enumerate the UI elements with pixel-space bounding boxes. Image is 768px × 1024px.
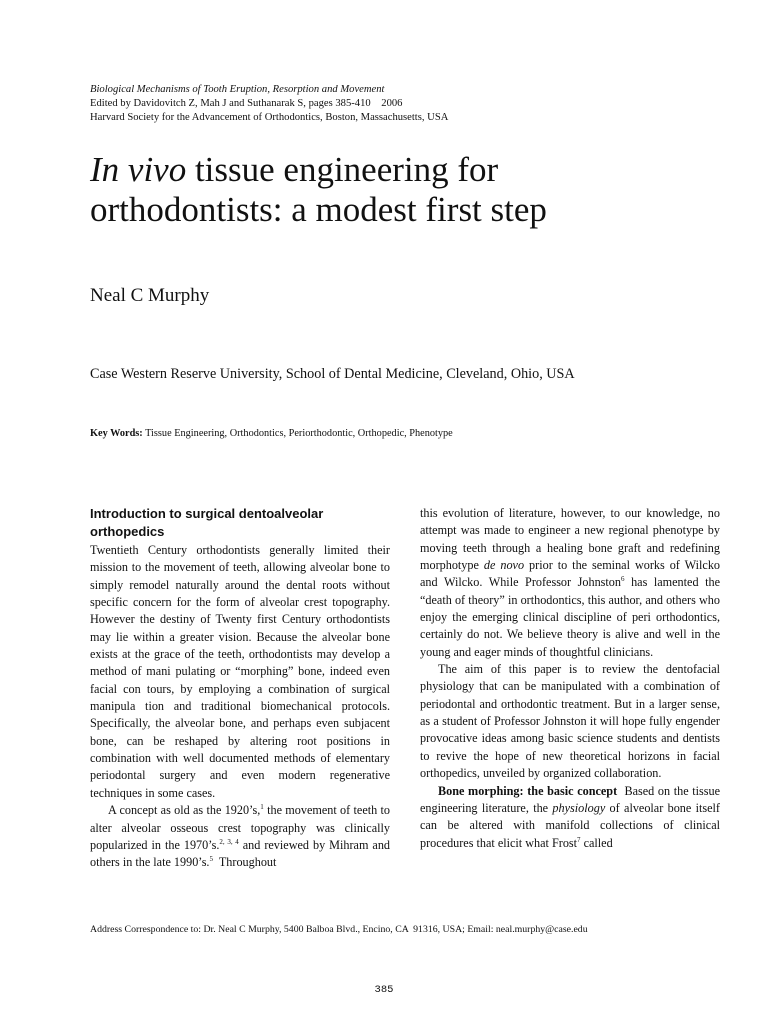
left-column — [90, 505, 390, 872]
title-line1: tissue engineering for — [186, 150, 499, 189]
author-name: Neal C Murphy — [90, 285, 210, 306]
section-heading: Introduction to surgical dentoalveolar orthopedics — [90, 506, 324, 539]
citation: 5 — [209, 855, 213, 864]
publisher-line: Harvard Society for the Advancement of Orthodontics, Boston, Massachusetts, USA — [90, 112, 449, 123]
citation: 6 — [621, 575, 625, 584]
subsection-heading: Bone morphing: the basic concept — [438, 783, 618, 798]
citation: 7 — [577, 835, 581, 844]
editors-line: Edited by Davidovitch Z, Mah J and Suthanarak S, pages 385-410 2006 — [90, 98, 403, 109]
right-column — [420, 505, 724, 852]
left-paragraph-1: Twentieth Century orthodontists generally limited their mission to the movement of teeth, allowing alveolar bone to simply remodel naturally around the dental roots without specific concern for the form of alveolar crest topography. However the destiny of Twenty first Century orthodontists may lie within a greater vision. Because the alveolar bone exists at the grace of the teeth, orthodontists may develop a method of mani pulating or “morphing” bone, indeed even facial con tours, by employing a combination of surgical manipula tion and traditional biomechanical protocols. Specifically, the alveolar bone, and perhaps even subjacent bone, can be reshaped by altering root positions in combination with well documented methods of elementary periodontal surgery and even modern regenerative techniques in some cases. — [90, 543, 390, 800]
paper-title — [90, 150, 690, 230]
keywords-text: Tissue Engineering, Orthodontics, Periorthodontic, Orthopedic, Phenotype — [142, 428, 453, 439]
right-paragraph-3: Bone morphing: the basic concept Based on the tissue engineering literature, the physiology of alveolar bone itself can be altered with manifold collections of clinical procedures that elicit what Frost$^7$ called — [420, 783, 724, 850]
book-title: Biological Mechanisms of Tooth Eruption, Resorption and Movement — [90, 84, 385, 95]
left-paragraph-2: A concept as old as the 1920’s,$^1$ the movement of teeth to alter alveolar osseous crest topography was clinically popularized in the 1970’s.$^{2, 3, 4}$ and reviewed by Mihram and others in the late 1990’s.$^5$ Throughout — [90, 803, 391, 870]
page-number: 385 — [374, 984, 394, 996]
correspondence-footnote: Address Correspondence to: Dr. Neal C Murphy, 5400 Balboa Blvd., Encino, CA 91316, USA; Email: neal.murphy@case.edu — [90, 924, 588, 935]
affiliation: Case Western Reserve University, School of Dental Medicine, Cleveland, Ohio, USA — [90, 366, 575, 382]
right-paragraph-1: this evolution of literature, however, to our knowledge, no attempt was made to engineer a new regional phenotype by moving teeth through a healing bone graft and redefining morphotype de novo prior to the seminal works of Wilcko and Wilcko. While Professor Johnston$^6$ has lamented the “death of theory” in orthodontics, this author, and others who enjoy the emerging clinical discipline of peri orthodontics, certainly do not. We believe theory is alive and well in the young and eager minds of thoughtful clinicians. — [420, 506, 721, 659]
right-paragraph-2: The aim of this paper is to review the dentofacial physiology that can be manipulated with a combination of periodontal and orthodontic treatment. But in a larger sense, as a student of Professor Johnston it will hope fully engender provocative ideas among basic science students and dentists to revive the hope of new theoretical horizons in facial orthopedics, unveiled by organized collaboration. — [420, 662, 720, 781]
running-header — [90, 83, 690, 125]
citation: 2, 3, 4 — [219, 837, 239, 846]
keywords-label: Key Words: — [90, 428, 143, 439]
keywords — [90, 428, 453, 439]
citation: 1 — [260, 803, 264, 812]
title-line2: orthodontists: a modest first step — [90, 190, 547, 229]
title-italic: In vivo — [90, 150, 187, 189]
